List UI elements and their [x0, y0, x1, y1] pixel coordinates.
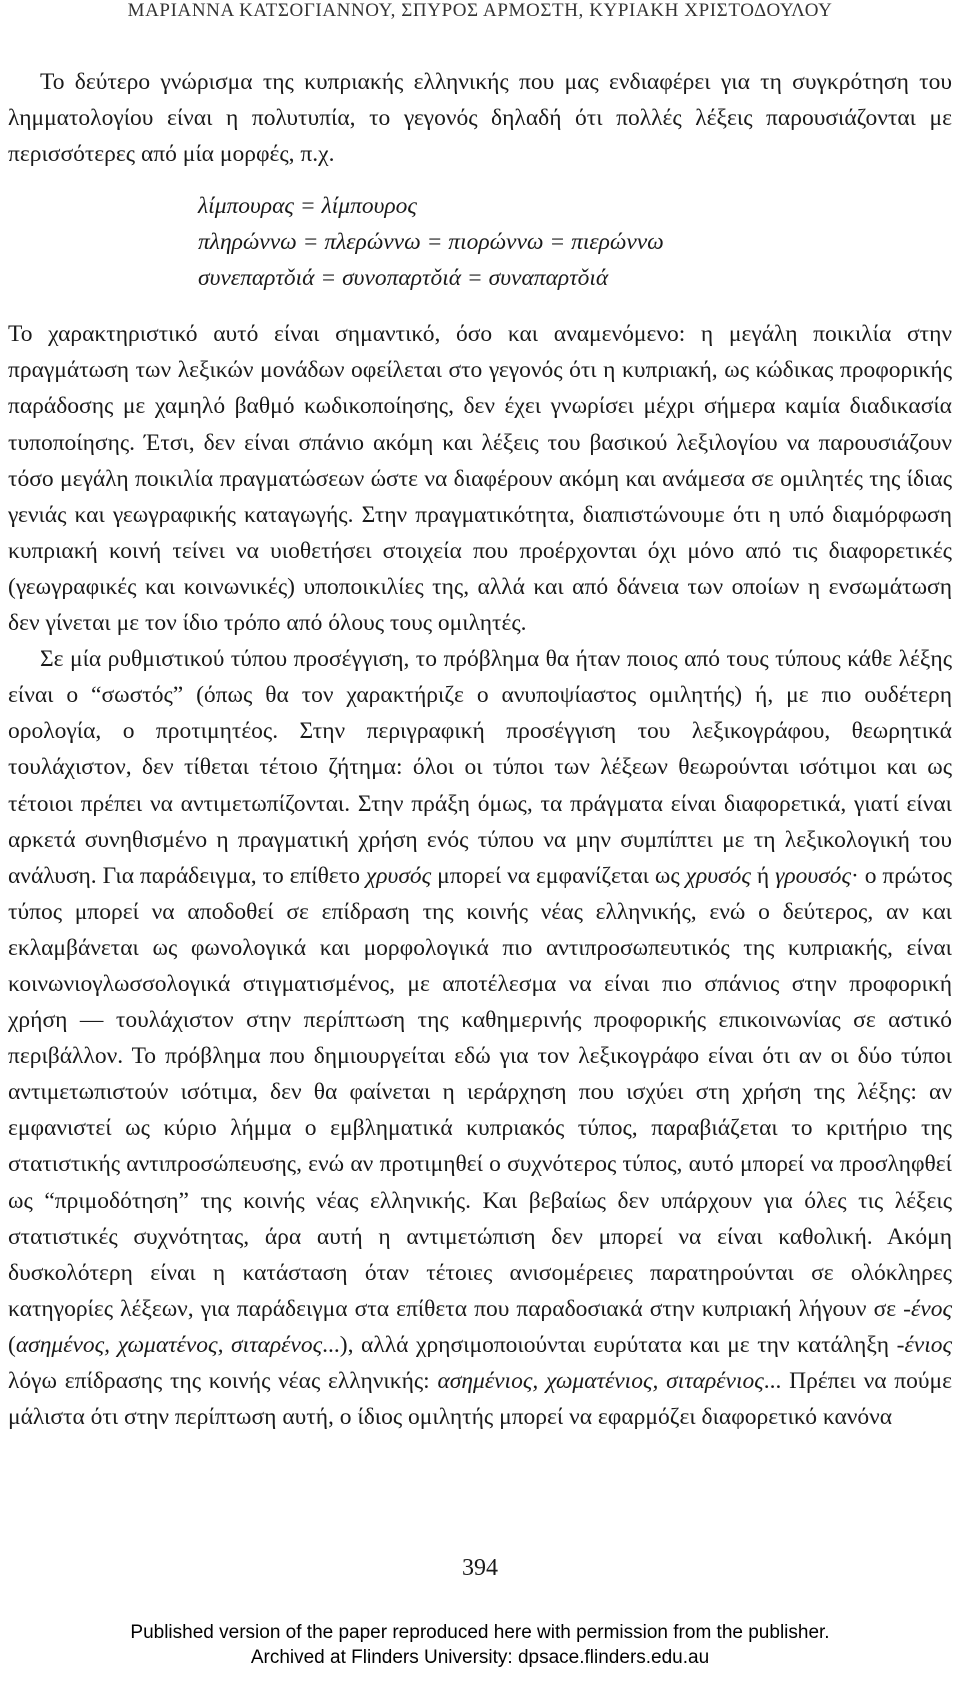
text-run: Σε μία ρυθμιστικού τύπου προσέγγιση, το πρόβλημα θα ήταν ποιος από τους τύπους κάθε λέξης είναι ο “σωστός” (όπως θα τον χαρακτήριζε ο ανυποψίαστος ομιλητής) ή, με πιο ουδέτερη ορολογία, ο προτιμητέος. Στην περιγραφική προσέγγιση του λεξικογράφου, θεωρητικά τουλάχιστον, δεν τίθεται τέτοιο ζήτημα: όλοι οι τύποι των λέξεων θεωρούνται ισότιμοι και ως τέτοιοι πρέπει να αντιμετωπίζονται. Στην πράξη όμως, τα πράγματα είναι διαφορετικά, γιατί είναι αρκετά συνηθισμένο η πραγματική χρήση ενός τύπου να μην συμπίπτει με τη λεξικολογική του ανάλυση. Για παράδειγμα, το επίθετο: [8, 646, 952, 889]
italic-term: ένιος: [904, 1331, 953, 1358]
text-run: (: [8, 1331, 16, 1358]
text-run: ... Πρέπει να πούμε μάλιστα ότι στην περίπτωση αυτή, ο ίδιος ομιλητής μπορεί να εφαρμόζει διαφορετικό κανόνα: [8, 1368, 952, 1431]
example-list: [198, 188, 952, 296]
text-run: λόγω επίδρασης της κοινής νέας ελληνικής:: [8, 1368, 438, 1394]
text-run: μπορεί να εμφανίζεται ως: [431, 862, 686, 889]
paragraph: [8, 641, 952, 1435]
italic-term: ένος: [911, 1295, 952, 1322]
archive-footer: [0, 1620, 960, 1670]
italic-term: ασημένιος, χωματένιος, σιταρένιος: [437, 1368, 764, 1394]
intro-paragraph: Το δεύτερο γνώρισμα της κυπριακής ελληνικής που μας ενδιαφέρει για τη συγκρότηση του λημματολογίου είναι η πολυτυπία, το γεγονός δηλαδή ότι πολλές λέξεις παρουσιάζονται με περισσότερες από μία μορφές, π.χ.: [8, 69, 952, 168]
text-run: ...), αλλά χρησιμοποιούνται ευρύτατα και με την κατάληξη -: [322, 1331, 905, 1358]
page-number: 394: [462, 1555, 498, 1581]
text-run: ή: [750, 862, 776, 889]
footer-line: Archived at Flinders University: dpsace.flinders.edu.au: [250, 1647, 710, 1668]
italic-term: χρυσός: [685, 862, 751, 889]
footer-line: Published version of the paper reproduced here with permission from the publisher.: [130, 1622, 830, 1643]
running-head: ΜΑΡΙΑΝΝΑ ΚΑΤΣΟΓΙΑΝΝΟΥ, ΣΠΥΡΟΣ ΑΡΜΟΣΤΗ, ΚΥΡΙΑΚΗ ΧΡΙΣΤΟΔΟΥΛΟΥ: [127, 0, 833, 21]
italic-term: ασημένος, χωματένος, σιταρένος: [15, 1331, 323, 1358]
example-line: λίμπουρας = λίμπουρος: [198, 193, 417, 220]
paragraph: Το χαρακτηριστικό αυτό είναι σημαντικό, όσο και αναμενόμενο: η μεγάλη ποικιλία στην πραγμάτωση των λεξικών μονάδων οφείλεται στο γεγονός ότι η κυπριακή, ως κώδικας προφορικής παράδοσης με χαμηλό βαθμό κωδικοποίησης, δεν έχει γνωρίσει μέχρι σήμερα καμία διαδικασία τυποποίησης. Έτσι, δεν είναι σπάνιο ακόμη και λέξεις του βασικού λεξιλογίου να παρουσιάζουν τόσο μεγάλη ποικιλία πραγματώσεων ώστε να διαφέρουν ακόμη και ανάμεσα σε ομιλητές της ίδιας γενιάς και γεωγραφικής καταγωγής. Στην πραγματικότητα, διαπιστώνουμε ότι η υπό διαμόρφωση κυπριακή κοινή τείνει να υιοθετήσει στοιχεία που προέρχονται όχι μόνο από τις διαφορετικές (γεωγραφικές και κοινωνικές) υποποικιλίες της, αλλά και από δάνεια των οποίων η ενσωμάτωση δεν γίνεται με τον ίδιο τρόπο από όλους τους ομιλητές.: [8, 321, 952, 637]
body-text: [8, 64, 952, 1435]
example-line: πληρώννω = πλερώννω = πιορώννω = πιερώννω: [198, 229, 664, 256]
text-run: · ο πρώτος τύπος μπορεί να αποδοθεί σε επίδραση της κοινής νέας ελληνικής, ενώ ο δεύτερος, αν και εκλαμβάνεται ως φωνολογικά και μορφολογικά πιο αντιπροσωπευτικός της κυπριακής, είναι κοινωνιογλωσσολογικά στιγματισμένος, με αποτέλεσμα να είναι πιο σπάνιος στην προφορική χρήση — τουλάχιστον στην περίπτωση της καθημερινής προφορικής επικοινωνίας σε αστικό περιβάλλον. Το πρόβλημα που δημιουργείται εδώ για τον λεξικογράφο είναι ότι αν οι δύο τύποι αντιμετωπιστούν ισότιμα, δεν θα φαίνεται η ιεράρχηση που ισχύει στη χρήση της λέξης: αν εμφανιστεί ως κύριο λήμμα ο εμβληματικά κυπριακός τύπος, παραβιάζεται το κριτήριο της στατιστικής αντιπροσώπευσης, ενώ αν προτιμηθεί ο συχνότερος τύπος, αυτό μπορεί να προσληφθεί ως “πριμοδότηση” της κοινής νέας ελληνικής. Και βεβαίως δεν υπάρχουν για όλες τις λέξεις στατιστικές συχνότητας, άρα αυτή η αντιμετώπιση δεν μπορεί να είναι καθολική. Ακόμη δυσκολότερη είναι η κατάσταση όταν τέτοιες ανισομέρειες παρατηρούνται σε ολόκληρες κατηγορίες λέξεων, για παράδειγμα στα επίθετα που παραδοσιακά στην κυπριακή λήγουν σε -: [8, 862, 952, 1322]
italic-term: γρουσός: [775, 862, 852, 889]
example-line: συνεπαρτǒιά = συνοπαρτǒιά = συναπαρτǒιά: [198, 265, 609, 292]
italic-term: χρυσός: [365, 862, 432, 889]
